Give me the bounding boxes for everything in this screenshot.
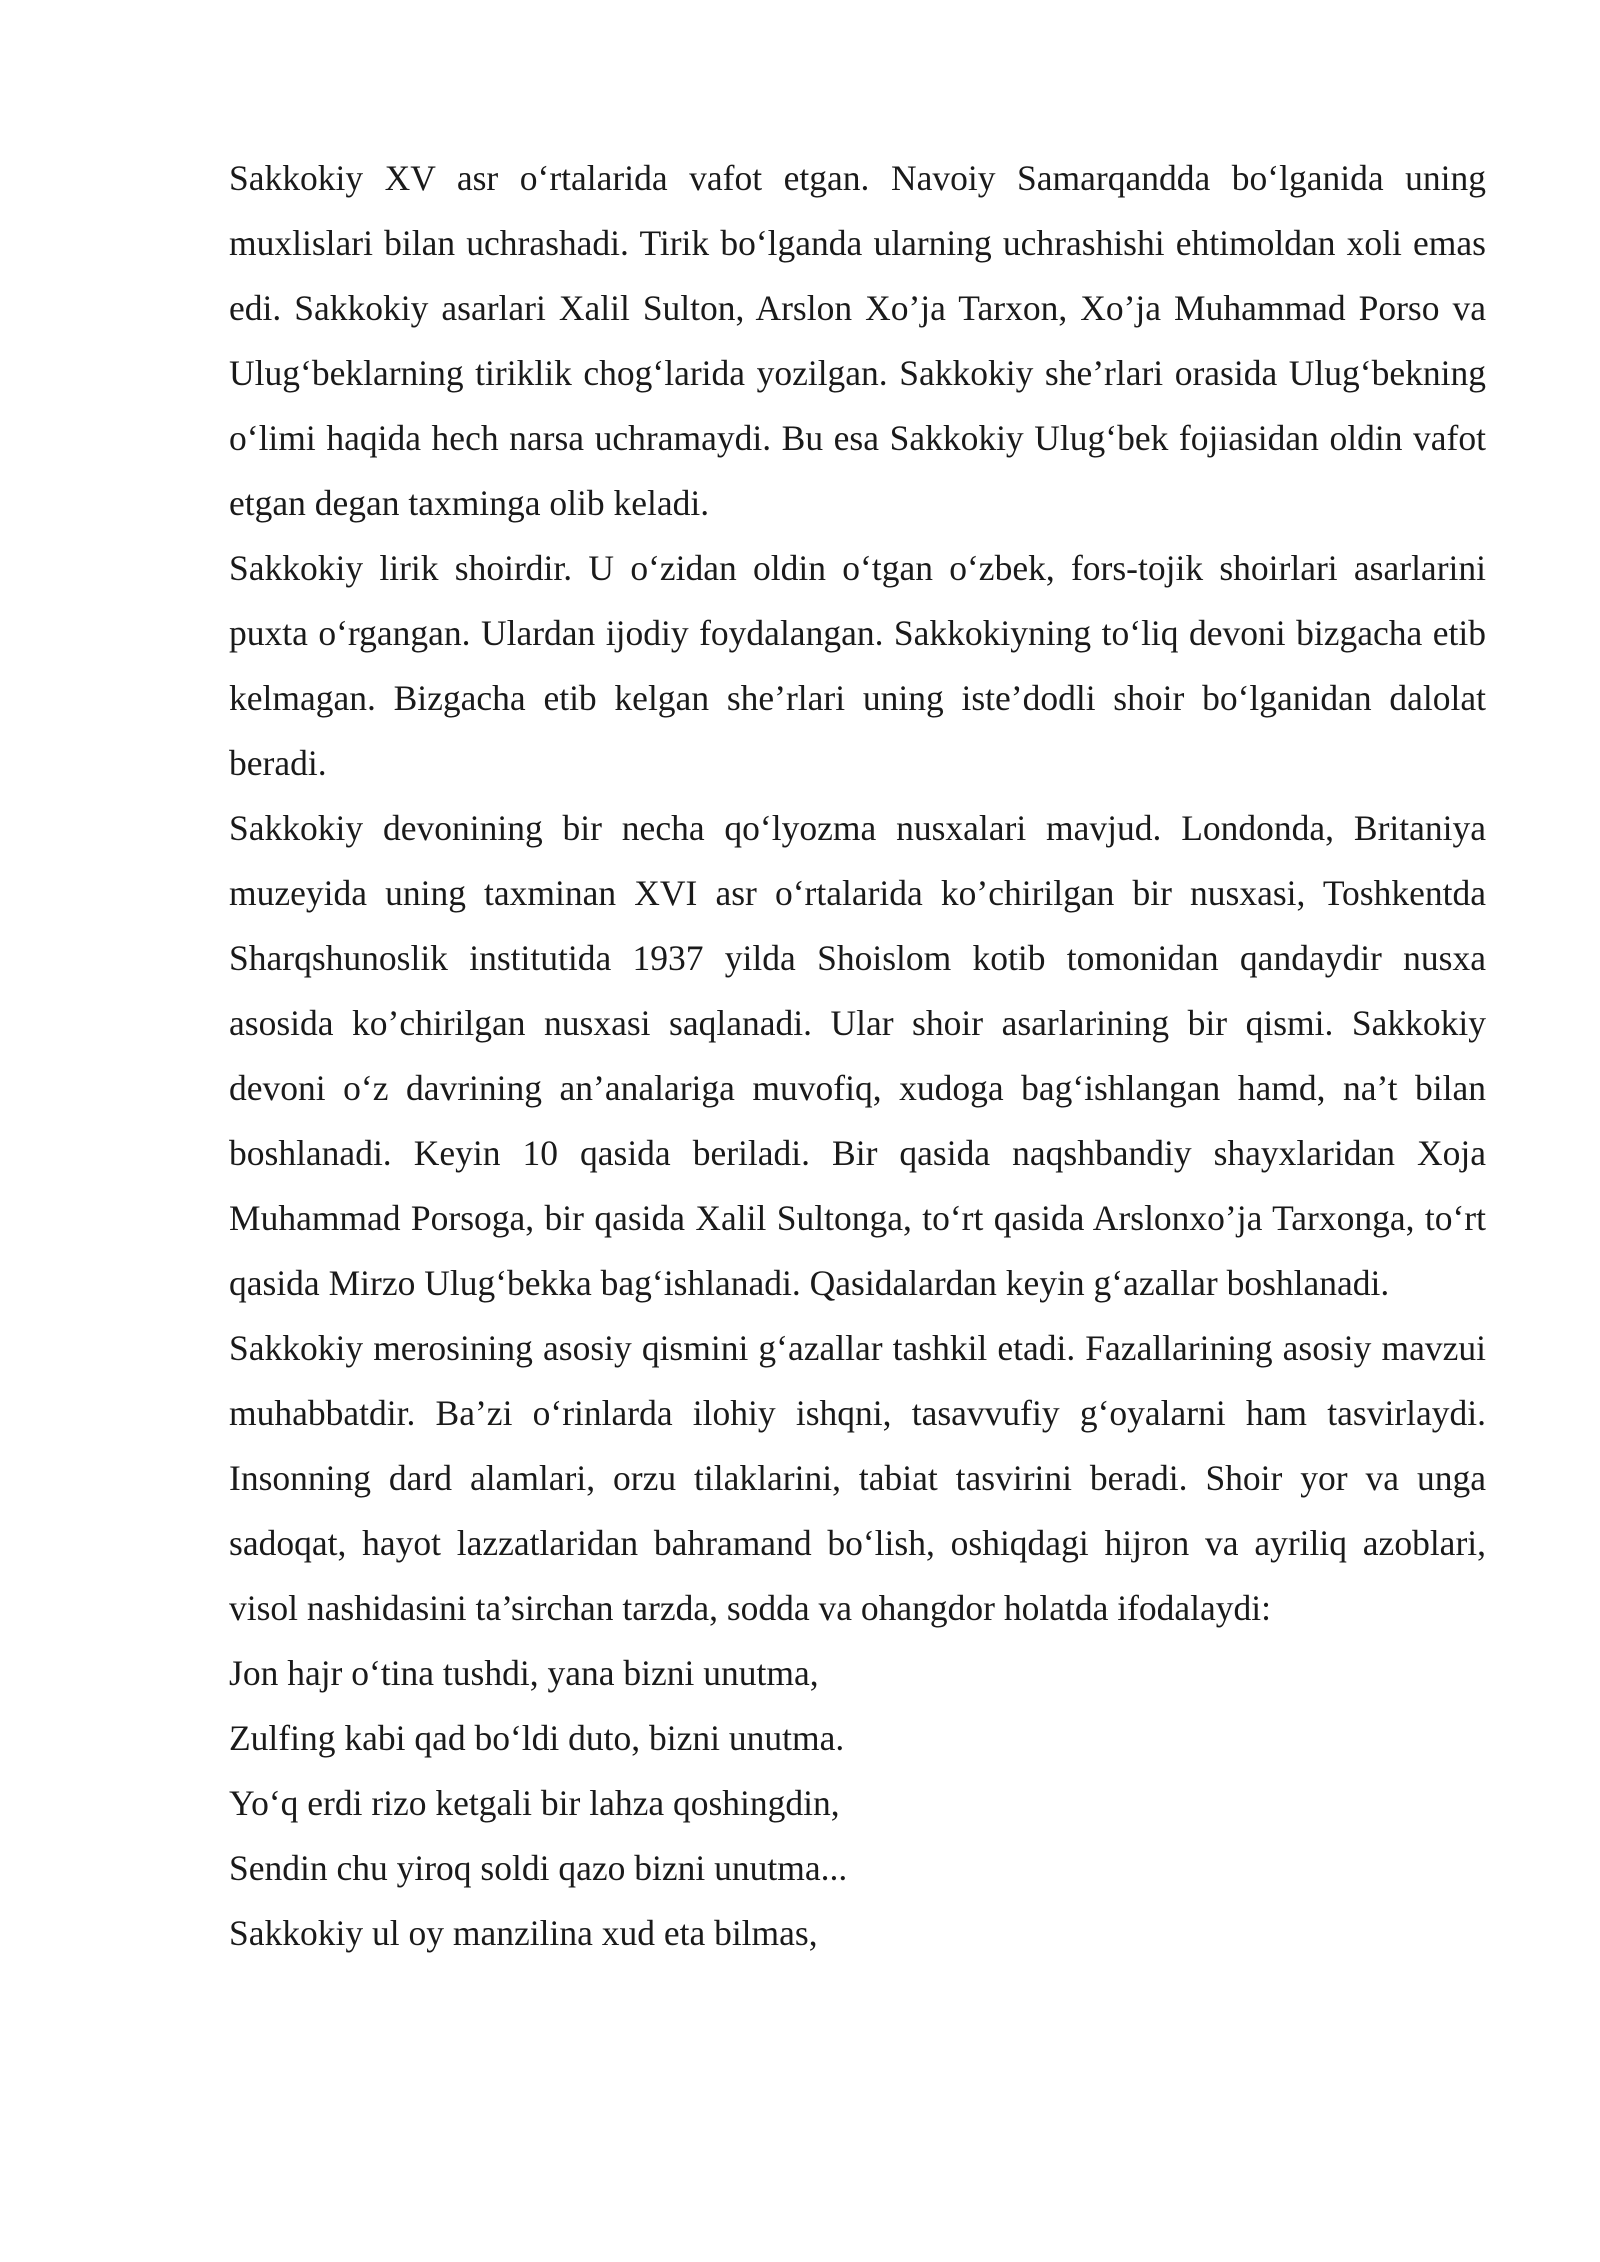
verse-line: Sendin chu yiroq soldi qazo bizni unutma... [229,1848,848,1888]
document-body [229,146,1486,1966]
paragraph-lyric-poet: Sakkokiy lirik shoirdir. U o‘zidan oldin o‘tgan o‘zbek, fors-tojik shoirlari asarlarini puxta o‘rgangan. Ulardan ijodiy foydalangan. Sakkokiyning to‘liq devoni bizgacha etib kelmagan. Bizgacha etib kelgan she’rlari uning iste’dodli shoir bo‘lganidan dalolat beradi. [229,548,1486,783]
paragraph-divan-manuscripts: Sakkokiy devonining bir necha qo‘lyozma nusxalari mavjud. Londonda, Britaniya muzeyida uning taxminan XVI asr o‘rtalarida ko’chirilgan bir nusxasi, Toshkentda Sharqshunoslik institutida 1937 yilda Shoislom kotib tomonidan qandaydir nusxa asosida ko’chirilgan nusxasi saqlanadi. Ular shoir asarlarining bir qismi. Sakkokiy devoni o‘z davrining an’analariga muvofiq, xudoga bag‘ishlangan hamd, na’t bilan boshlanadi. Keyin 10 qasida beriladi. Bir qasida naqshbandiy shayxlaridan Xoja Muhammad Porsoga, bir qasida Xalil Sultonga, to‘rt qasida Arslonxo’ja Tarxonga, to‘rt qasida Mirzo Ulug‘bekka bag‘ishlanadi. Qasidalardan keyin g‘azallar boshlanadi. [229,808,1486,1303]
verse-line: Jon hajr o‘tina tushdi, yana bizni unutma, [229,1653,819,1693]
verse-line: Sakkokiy ul oy manzilina xud eta bilmas, [229,1913,818,1953]
verse-line: Zulfing kabi qad bo‘ldi duto, bizni unutma. [229,1718,845,1758]
verse-line: Yo‘q erdi rizo ketgali bir lahza qoshingdin, [229,1783,840,1823]
paragraph-death-of-sakkokiy: Sakkokiy XV asr o‘rtalarida vafot etgan. Navoiy Samarqandda bo‘lganida uning muxlislari bilan uchrashadi. Tirik bo‘lganda ularning uchrashishi ehtimoldan xoli emas edi. Sakkokiy asarlari Xalil Sulton, Arslon Xo’ja Tarxon, Xo’ja Muhammad Porso va Ulug‘beklarning tiriklik chog‘larida yozilgan. Sakkokiy she’rlari orasida Ulug‘bekning o‘limi haqida hech narsa uchramaydi. Bu esa Sakkokiy Ulug‘bek fojiasidan oldin vafot etgan degan taxminga olib keladi. [229,158,1486,523]
paragraph-ghazals: Sakkokiy merosining asosiy qismini g‘azallar tashkil etadi. Fazallarining asosiy mavzui muhabbatdir. Ba’zi o‘rinlarda ilohiy ishqni, tasavvufiy g‘oyalarni ham tasvirlaydi. Insonning dard alamlari, orzu tilaklarini, tabiat tasvirini beradi. Shoir yor va unga sadoqat, hayot lazzatlaridan bahramand bo‘lish, oshiqdagi hijron va ayriliq azoblari, visol nashidasini ta’sirchan tarzda, sodda va ohangdor holatda ifodalaydi: [229,1328,1486,1628]
